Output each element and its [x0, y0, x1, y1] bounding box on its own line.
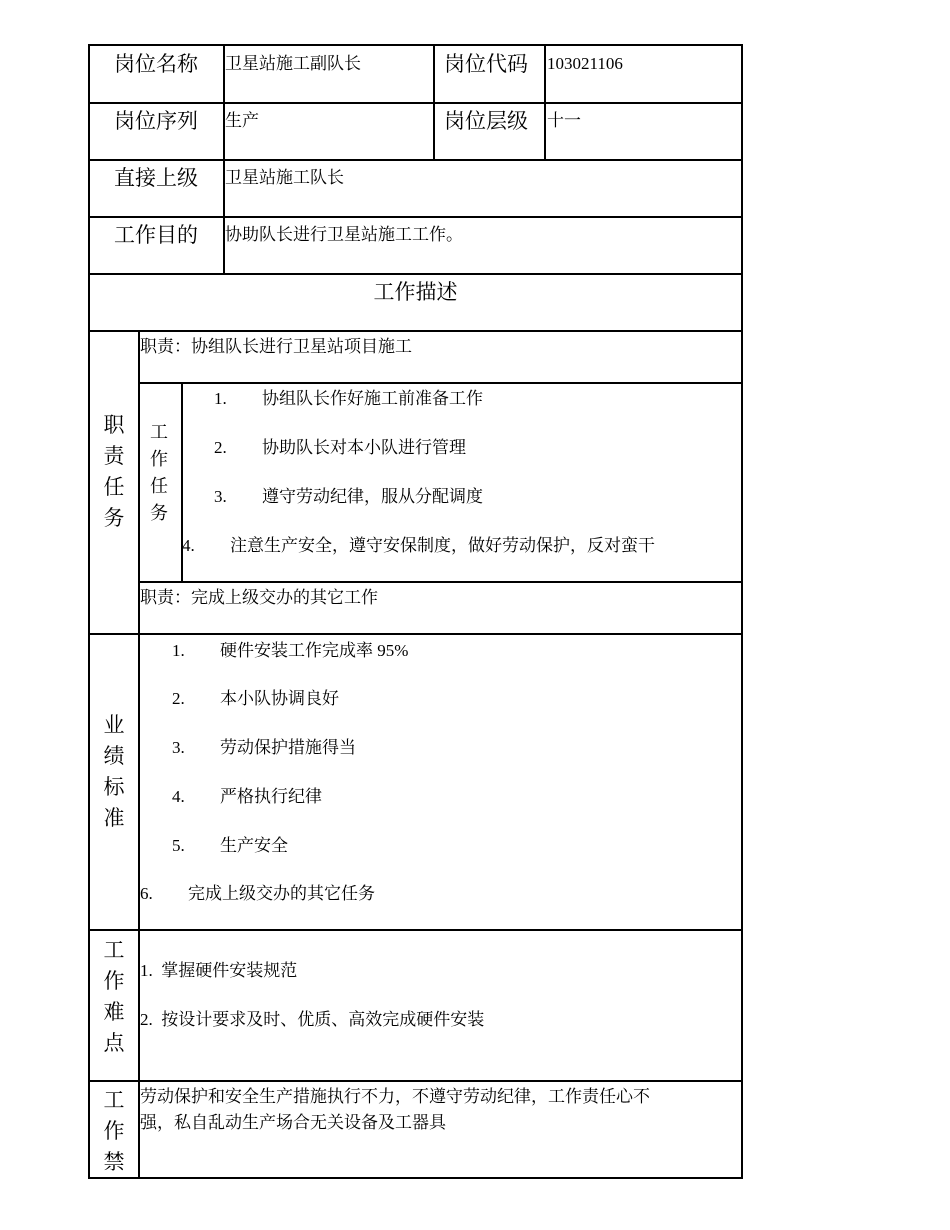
performance-number: 1. [172, 641, 185, 660]
difficulty-number: 1. [140, 961, 153, 980]
position-name-value: 卫星站施工副队长 [225, 54, 361, 73]
performance-number: 5. [172, 836, 185, 855]
difficulty-item [140, 1011, 484, 1028]
performance-text: 严格执行纪律 [220, 787, 322, 806]
row-divider [88, 633, 743, 635]
row-divider [88, 330, 743, 332]
row-divider [88, 273, 743, 275]
task-item [214, 390, 483, 407]
performance-item [140, 885, 375, 902]
performance-number: 6. [140, 884, 153, 903]
position-code-value: 103021106 [547, 54, 623, 73]
table-border-right [741, 44, 743, 1179]
difficulty-number: 2. [140, 1010, 153, 1029]
table-border-bottom [88, 1177, 743, 1179]
position-name-label: 岗位名称 [114, 52, 198, 76]
prohibitions-label: 工 作 禁 [103, 1088, 125, 1174]
task-item [214, 439, 466, 456]
task-text: 遵守劳动纪律，服从分配调度 [262, 487, 483, 506]
performance-text: 本小队协调良好 [220, 689, 339, 708]
duty-2: 职责：完成上级交办的其它工作 [140, 588, 378, 607]
performance-text: 生产安全 [220, 836, 288, 855]
performance-number: 3. [172, 738, 185, 757]
performance-item [172, 739, 356, 756]
column-divider [544, 44, 546, 159]
description-title: 工作描述 [373, 280, 458, 304]
duties-label: 职 责 任 务 [103, 413, 125, 530]
row-divider [88, 1080, 743, 1082]
sequence-label: 岗位序列 [114, 109, 198, 133]
task-text: 协组队长作好施工前准备工作 [262, 389, 483, 408]
performance-number: 2. [172, 689, 185, 708]
prohibitions-line-2: 强，私自乱动生产场合无关设备及工器具 [140, 1113, 446, 1132]
performance-item [172, 837, 288, 854]
purpose-label: 工作目的 [114, 223, 198, 247]
performance-text: 劳动保护措施得当 [220, 738, 356, 757]
level-label: 岗位层级 [444, 109, 528, 133]
performance-item [172, 642, 408, 659]
position-code-label: 岗位代码 [444, 52, 528, 76]
duty-1: 职责：协组队长进行卫星站项目施工 [140, 337, 412, 356]
task-item [214, 488, 483, 505]
superior-label: 直接上级 [114, 166, 198, 190]
performance-label: 业 绩 标 准 [103, 713, 125, 830]
column-divider [433, 44, 435, 159]
performance-text: 完成上级交办的其它任务 [188, 884, 375, 903]
task-number: 2. [214, 438, 227, 457]
task-item [182, 537, 655, 554]
superior-value: 卫星站施工队长 [225, 168, 344, 187]
purpose-value: 协助队长进行卫星站施工工作。 [225, 225, 463, 244]
performance-item [172, 788, 322, 805]
difficulties-label: 工 作 难 点 [103, 938, 125, 1055]
row-divider [88, 216, 743, 218]
task-number: 4. [182, 536, 195, 555]
task-text: 注意生产安全，遵守安保制度，做好劳动保护，反对蛮干 [230, 536, 655, 555]
difficulty-item [140, 962, 297, 979]
difficulty-text: 掌握硬件安装规范 [161, 961, 298, 980]
difficulty-text: 按设计要求及时、优质、高效完成硬件安装 [161, 1010, 485, 1029]
task-number: 1. [214, 389, 227, 408]
row-divider [138, 581, 743, 583]
job-description-table [88, 44, 743, 1179]
row-divider [88, 102, 743, 104]
performance-number: 4. [172, 787, 185, 806]
performance-text: 硬件安装工作完成率 95% [220, 641, 409, 660]
prohibitions-line-1: 劳动保护和安全生产措施执行不力，不遵守劳动纪律，工作责任心不 [140, 1087, 650, 1106]
level-value: 十一 [547, 111, 581, 130]
table-border-top [88, 44, 743, 46]
row-divider [138, 382, 743, 384]
row-divider [88, 929, 743, 931]
row-divider [88, 159, 743, 161]
task-number: 3. [214, 487, 227, 506]
tasks-label: 工 作 任 务 [150, 422, 168, 523]
sequence-value: 生产 [225, 111, 259, 130]
performance-item [172, 690, 339, 707]
task-text: 协助队长对本小队进行管理 [262, 438, 466, 457]
